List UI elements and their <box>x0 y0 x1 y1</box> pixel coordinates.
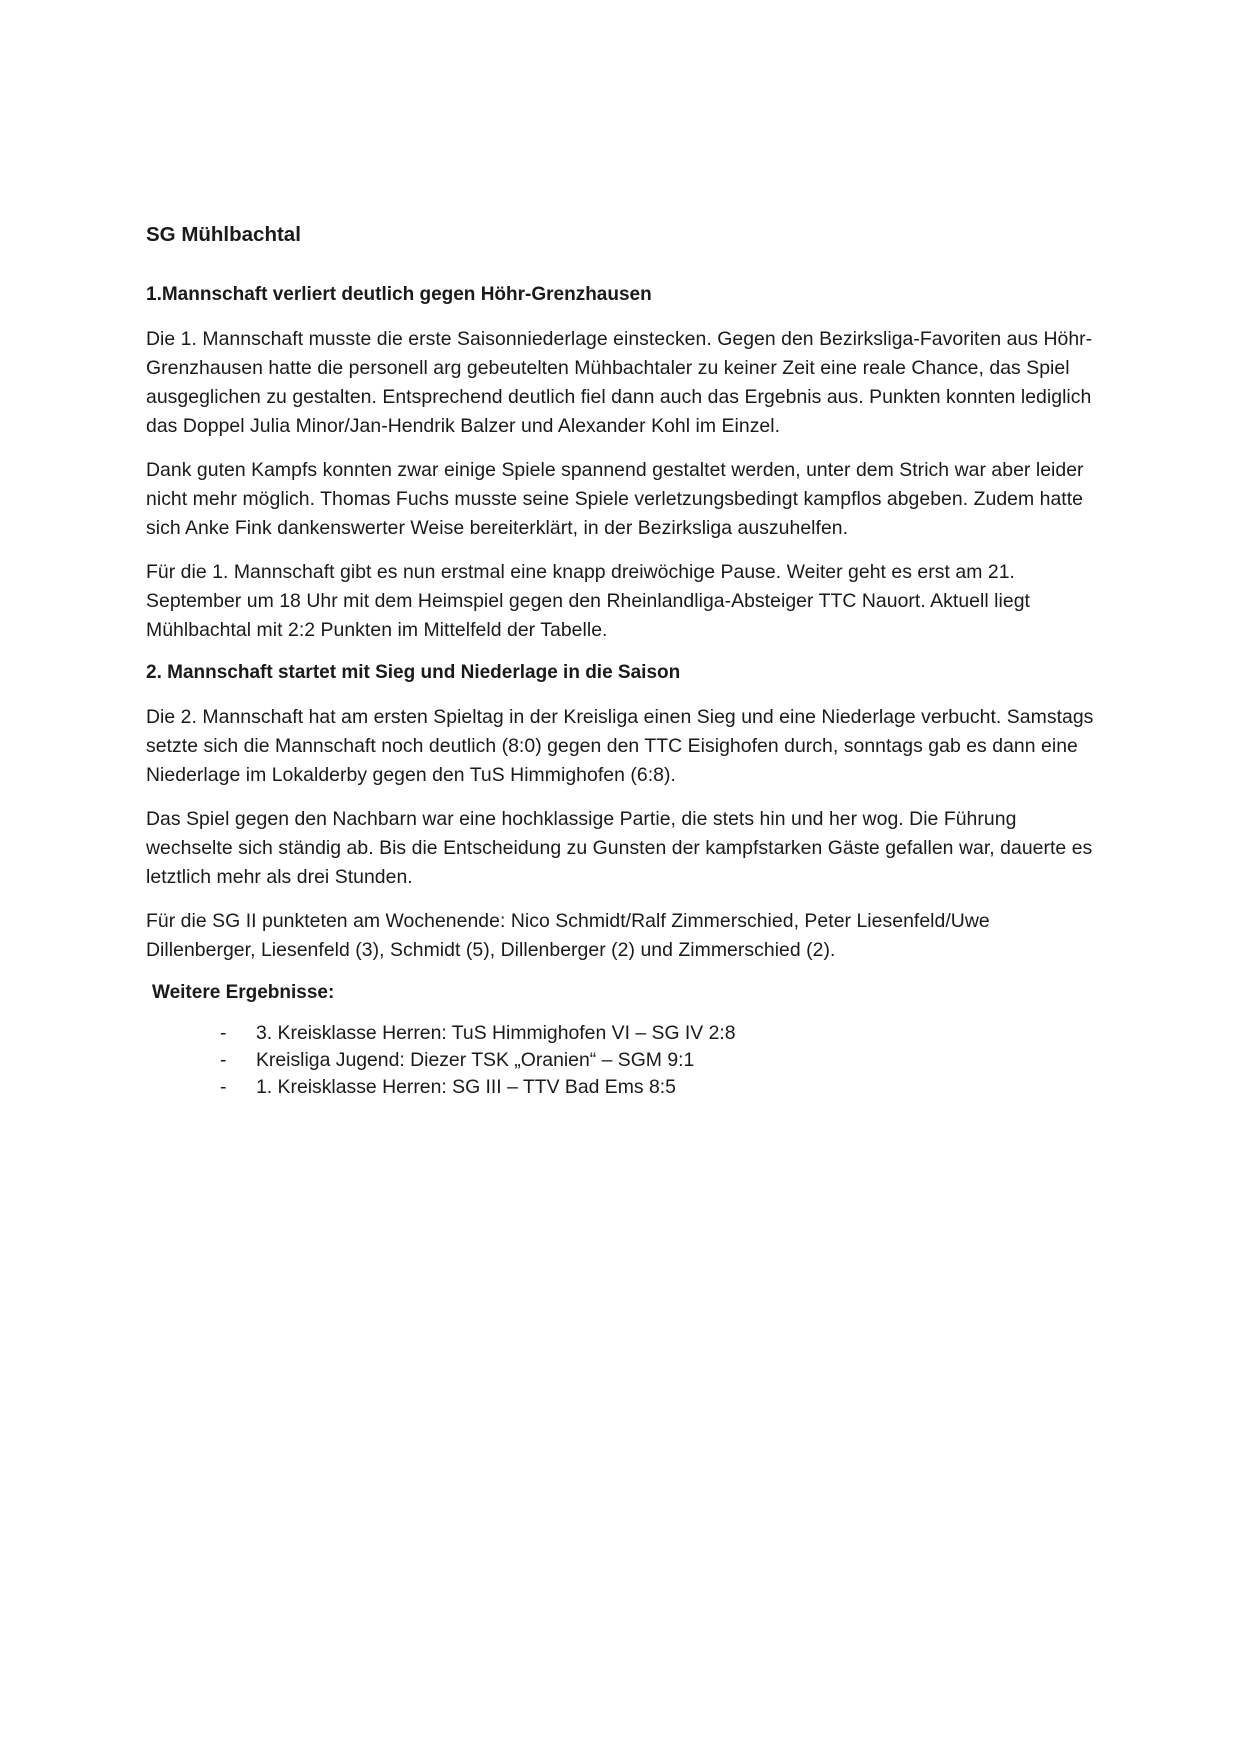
document-page <box>146 222 1096 1101</box>
list-item <box>220 1020 1096 1047</box>
section-1-paragraph-3: Für die 1. Mannschaft gibt es nun erstmal eine knapp dreiwöchige Pause. Weiter geht es erst am 21. September um 18 Uhr mit dem Heimspiel gegen den Rheinlandliga-Absteiger TTC Nauort. Aktuell liegt Mühlbachtal mit 2:2 Punkten im Mittelfeld der Tabelle. <box>146 561 1030 641</box>
results-list <box>146 1020 1096 1101</box>
result-text: 3. Kreisklasse Herren: TuS Himmighofen VI – SG IV 2:8 <box>256 1022 736 1044</box>
section-1-heading: 1.Mannschaft verliert deutlich gegen Höhr-Grenzhausen <box>146 284 652 305</box>
bullet-dash: - <box>220 1022 227 1044</box>
section-2-heading: 2. Mannschaft startet mit Sieg und Niederlage in die Saison <box>146 662 681 683</box>
result-text: 1. Kreisklasse Herren: SG III – TTV Bad Ems 8:5 <box>256 1076 676 1098</box>
section-1-paragraph-1: Die 1. Mannschaft musste die erste Saisonniederlage einstecken. Gegen den Bezirksliga-Favoriten aus Höhr-Grenzhausen hatte die personell arg gebeutelten Mühbachtaler zu keiner Zeit eine reale Chance, das Spiel ausgeglichen zu gestalten. Entsprechend deutlich fiel dann auch das Ergebnis aus. Punkten konnten lediglich das Doppel Julia Minor/Jan-Hendrik Balzer und Alexander Kohl im Einzel. <box>146 328 1093 437</box>
result-text: Kreisliga Jugend: Diezer TSK „Oranien“ – SGM 9:1 <box>256 1049 695 1071</box>
section-1-paragraph-2: Dank guten Kampfs konnten zwar einige Spiele spannend gestaltet werden, unter dem Strich war aber leider nicht mehr möglich. Thomas Fuchs musste seine Spiele verletzungsbedingt kampflos abgeben. Zudem hatte sich Anke Fink dankenswerter Weise bereiterklärt, in der Bezirksliga auszuhelfen. <box>146 459 1084 539</box>
list-item <box>220 1074 1096 1101</box>
bullet-dash: - <box>220 1076 227 1098</box>
section-2-paragraph-2: Das Spiel gegen den Nachbarn war eine hochklassige Partie, die stets hin und her wog. Die Führung wechselte sich ständig ab. Bis die Entscheidung zu Gunsten der kampfstarken Gäste gefallen war, dauerte es letztlich mehr als drei Stunden. <box>146 808 1093 888</box>
results-heading: Weitere Ergebnisse: <box>152 982 335 1003</box>
section-2-paragraph-1: Die 2. Mannschaft hat am ersten Spieltag in der Kreisliga einen Sieg und eine Niederlage verbucht. Samstags setzte sich die Mannschaft noch deutlich (8:0) gegen den TTC Eisighofen durch, sonntags gab es dann eine Niederlage im Lokalderby gegen den TuS Himmighofen (6:8). <box>146 706 1094 786</box>
bullet-dash: - <box>220 1049 227 1071</box>
list-item <box>220 1047 1096 1074</box>
document-title: SG Mühlbachtal <box>146 223 301 246</box>
section-2-paragraph-3: Für die SG II punkteten am Wochenende: Nico Schmidt/Ralf Zimmerschied, Peter Liesenfeld/Uwe Dillenberger, Liesenfeld (3), Schmidt (5), Dillenberger (2) und Zimmerschied (2). <box>146 910 990 961</box>
